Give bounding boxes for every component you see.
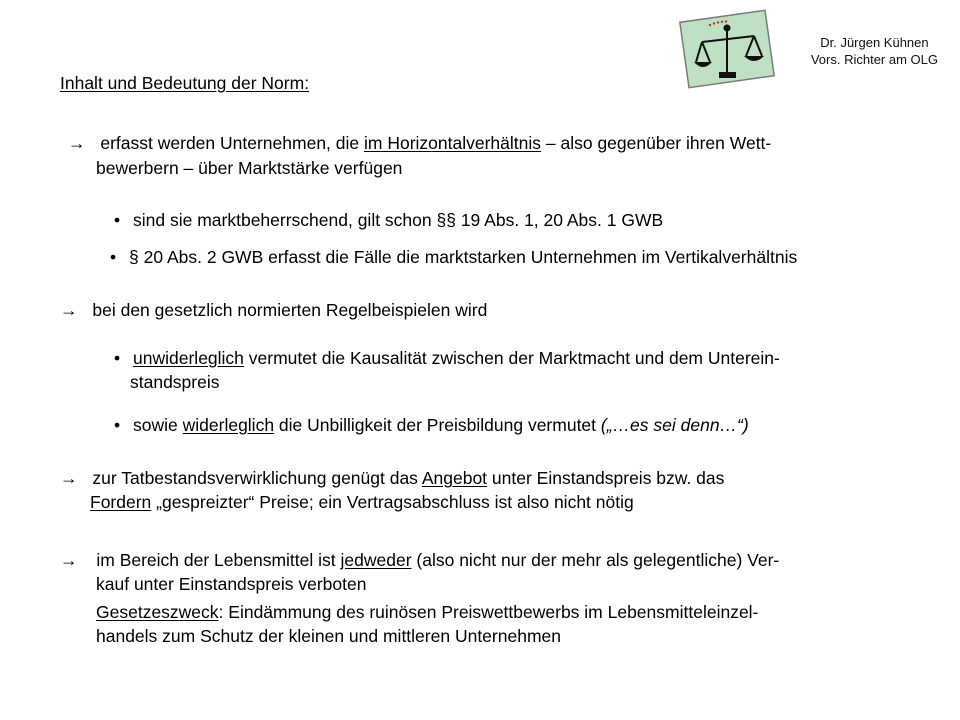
p1-text-underlined: im Horizontalverhältnis (364, 133, 542, 153)
p4-line3-underlined: Gesetzeszweck (96, 602, 219, 622)
author-block (811, 34, 938, 68)
paragraph-4 (60, 549, 779, 572)
bullet-icon: • (114, 348, 121, 368)
p3-text-pre: zur Tatbestandsverwirklichung genügt das (92, 468, 422, 488)
bullet-4-text-post: die Unbilligkeit der Preisbildung vermutet (274, 415, 601, 435)
p3-line2-text: „gespreizter“ Preise; ein Vertragsabschluss ist also nicht nötig (151, 492, 634, 512)
author-name: Dr. Jürgen Kühnen (820, 35, 929, 50)
p1-text-pre: erfasst werden Unternehmen, die (100, 133, 364, 153)
bullet-icon: • (114, 415, 121, 435)
paragraph-3 (60, 467, 724, 490)
bullet-icon: • (110, 247, 117, 267)
paragraph-2 (60, 299, 487, 322)
bullet-4-text-pre: sowie (133, 415, 183, 435)
author-position: Vors. Richter am OLG (810, 52, 938, 67)
scales-of-justice-icon (676, 8, 778, 90)
arrow-icon: → (68, 133, 86, 153)
p4-line3-text: : Eindämmung des ruinösen Preiswettbewerbs im Lebensmitteleinzel- (218, 602, 759, 622)
bullet-2 (110, 246, 797, 269)
p4-text-pre: im Bereich der Lebensmittel ist (96, 550, 341, 570)
paragraph-3-line-2 (90, 491, 634, 514)
bullet-3-underlined: unwiderleglich (133, 348, 244, 368)
paragraph-1-line-2: bewerbern – über Marktstärke verfügen (96, 158, 403, 178)
bullet-4-italic: („…es sei denn…“) (600, 415, 749, 435)
paragraph-4-line-4: handels zum Schutz der kleinen und mittleren Unternehmen (96, 626, 561, 646)
arrow-icon: → (60, 468, 78, 488)
p2-text: bei den gesetzlich normierten Regelbeispielen wird (92, 300, 488, 320)
page-title-text: Inhalt und Bedeutung der Norm: (60, 73, 310, 93)
bullet-2-text: § 20 Abs. 2 GWB erfasst die Fälle die marktstarken Unternehmen im Vertikalverhältnis (129, 247, 798, 267)
bullet-3-text: vermutet die Kausalität zwischen der Marktmacht und dem Unterein- (243, 348, 780, 368)
paragraph-4-line-3 (96, 601, 758, 624)
arrow-icon: → (60, 300, 78, 320)
bullet-4-underlined: widerleglich (182, 415, 275, 435)
arrow-icon: → (60, 550, 78, 570)
p1-text-post: – also gegenüber ihren Wett- (541, 133, 772, 153)
p4-underlined: jedweder (340, 550, 412, 570)
page-title (60, 72, 309, 95)
bullet-4 (114, 414, 749, 437)
bullet-1 (114, 209, 663, 232)
p3-line2-underlined: Fordern (90, 492, 152, 512)
bullet-3 (114, 347, 780, 370)
paragraph-1 (68, 132, 771, 155)
bullet-icon: • (114, 210, 121, 230)
paragraph-4-line-2: kauf unter Einstandspreis verboten (96, 574, 367, 594)
bullet-3-line-2: standspreis (130, 372, 220, 392)
logo (676, 8, 778, 90)
p4-text-post: (also nicht nur der mehr als gelegentliche) Ver- (411, 550, 780, 570)
p3-text-post: unter Einstandspreis bzw. das (487, 468, 725, 488)
p3-underlined: Angebot (421, 468, 488, 488)
bullet-1-text: sind sie marktbeherrschend, gilt schon §§ 19 Abs. 1, 20 Abs. 1 GWB (133, 210, 664, 230)
